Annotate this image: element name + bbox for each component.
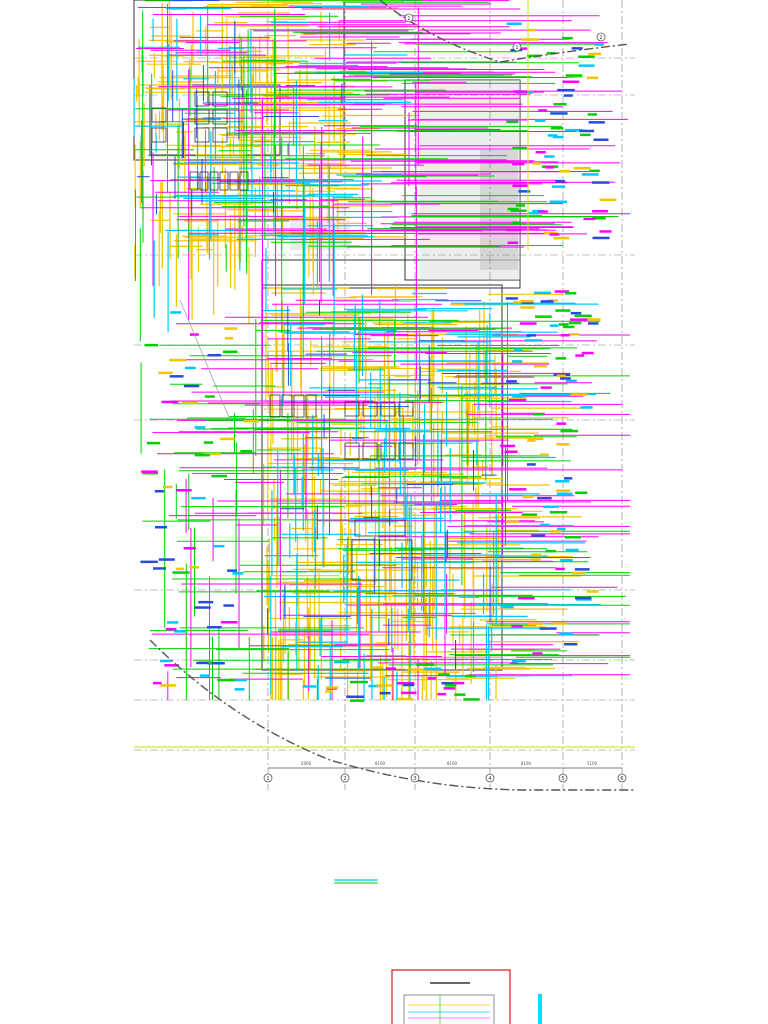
annotation-tag	[176, 489, 192, 492]
annotation-tag	[527, 334, 536, 337]
annotation-tag	[550, 112, 567, 115]
annotation-tag	[583, 218, 595, 221]
annotation-tag	[538, 210, 548, 213]
annotation-tag	[244, 420, 259, 423]
annotation-tag	[559, 633, 573, 636]
annotation-tag	[465, 675, 476, 678]
annotation-tag	[588, 113, 597, 116]
annotation-tag	[160, 660, 171, 663]
annotation-tag	[176, 568, 184, 571]
annotation-tag	[217, 679, 235, 682]
cyan-marker-bar	[538, 994, 542, 1024]
annotation-tag	[552, 622, 566, 625]
annotation-tag	[580, 406, 592, 409]
annotation-tag	[163, 486, 173, 489]
annotation-tag	[579, 130, 594, 133]
annotation-tag	[575, 354, 584, 357]
annotation-tag	[593, 237, 610, 240]
grid-bubble-label: 4	[488, 776, 492, 782]
annotation-tag	[514, 349, 522, 352]
annotation-tag	[557, 375, 566, 378]
annotation-tag	[444, 687, 456, 690]
annotation-tag	[511, 210, 527, 213]
annotation-tag	[556, 357, 567, 360]
annotation-tag	[454, 693, 465, 696]
annotation-tag	[553, 237, 569, 240]
annotation-tag	[557, 493, 573, 496]
annotation-tag	[172, 571, 189, 574]
annotation-tag	[535, 119, 545, 122]
annotation-tag	[522, 513, 537, 516]
annotation-tag	[194, 606, 211, 609]
annotation-tag	[594, 139, 609, 142]
annotation-tag	[509, 399, 527, 402]
dimension-value: 8100	[446, 761, 458, 766]
annotation-tag	[570, 393, 587, 396]
annotation-tag	[592, 210, 608, 213]
annotation-tag	[174, 630, 187, 633]
annotation-tag	[550, 233, 560, 236]
annotation-tag	[220, 438, 235, 441]
annotation-tag	[158, 372, 172, 375]
annotation-tag	[153, 567, 166, 570]
annotation-tag	[350, 699, 364, 702]
annotation-tag	[155, 526, 167, 529]
annotation-tag	[566, 380, 577, 383]
annotation-tag	[147, 442, 160, 445]
annotation-tag	[533, 162, 542, 165]
annotation-tag	[506, 521, 520, 524]
annotation-tag	[438, 673, 450, 676]
annotation-tag	[416, 664, 434, 667]
annotation-tag	[512, 660, 526, 663]
annotation-tag	[505, 451, 518, 454]
annotation-tag	[534, 292, 551, 295]
annotation-tag	[553, 136, 564, 139]
annotation-tag	[225, 327, 238, 330]
annotation-tag	[200, 674, 210, 677]
annotation-tag	[578, 56, 594, 59]
annotation-tag	[575, 315, 592, 318]
annotation-tag	[403, 684, 414, 687]
annotation-tag	[509, 488, 526, 491]
annotation-tag	[424, 668, 441, 671]
annotation-tag	[195, 426, 206, 429]
annotation-tag	[196, 662, 208, 665]
dimension-value: 5000	[300, 761, 312, 766]
annotation-tag	[572, 572, 586, 575]
annotation-tag	[543, 506, 559, 509]
annotation-tag	[599, 230, 611, 233]
annotation-tag	[589, 121, 605, 124]
annotation-tag	[512, 221, 521, 224]
grid-bubble-label: 1	[515, 45, 519, 51]
annotation-tag	[386, 667, 397, 670]
annotation-tag	[527, 463, 536, 466]
annotation-tag	[518, 597, 535, 600]
annotation-tag	[555, 480, 569, 483]
annotation-tag	[537, 497, 552, 500]
annotation-tag	[170, 375, 184, 378]
annotation-tag	[195, 454, 210, 457]
annotation-tag	[325, 690, 333, 693]
annotation-tag	[506, 121, 518, 124]
annotation-tag	[575, 492, 587, 495]
dimension-value: 8100	[520, 761, 532, 766]
annotation-tag	[600, 199, 617, 202]
annotation-tag	[587, 77, 598, 80]
annotation-tag	[565, 292, 576, 295]
annotation-tag	[208, 354, 222, 357]
annotation-tag	[397, 698, 413, 701]
annotation-tag	[140, 561, 157, 564]
annotation-tag	[184, 547, 196, 550]
annotation-tag	[437, 693, 446, 696]
annotation-tag	[525, 339, 542, 342]
annotation-tag	[575, 568, 590, 571]
annotation-tag	[550, 201, 568, 204]
annotation-tag	[588, 322, 599, 325]
annotation-tag	[528, 623, 542, 626]
dimension-value: 8100	[374, 761, 386, 766]
annotation-tag	[520, 322, 537, 325]
annotation-tag	[564, 477, 572, 480]
annotation-tag	[170, 311, 181, 314]
annotation-tag	[561, 334, 570, 337]
annotation-tag	[544, 155, 554, 158]
annotation-tag	[546, 166, 555, 169]
annotation-tag	[211, 475, 227, 478]
annotation-tag	[552, 185, 565, 188]
annotation-tag	[531, 534, 545, 537]
annotation-tag	[550, 324, 559, 327]
annotation-tag	[564, 94, 573, 97]
dimension-value: 5100	[586, 761, 598, 766]
annotation-tag	[221, 621, 238, 624]
annotation-tag	[232, 572, 243, 575]
annotation-tag	[506, 229, 521, 232]
annotation-tag	[159, 558, 175, 561]
annotation-tag	[532, 558, 541, 561]
annotation-tag	[565, 536, 581, 539]
annotation-tag	[520, 306, 534, 309]
annotation-tag	[571, 312, 582, 315]
annotation-tag	[566, 74, 582, 77]
annotation-tag	[207, 626, 222, 629]
annotation-tag	[580, 134, 591, 137]
annotation-tag	[235, 688, 245, 691]
annotation-tag	[326, 686, 338, 689]
annotation-tag	[557, 528, 566, 531]
annotation-tag	[184, 385, 199, 388]
annotation-tag	[569, 333, 580, 336]
annotation-tag	[589, 170, 600, 173]
annotation-tag	[546, 550, 556, 553]
annotation-tag	[223, 351, 237, 354]
annotation-tag	[303, 685, 317, 688]
annotation-tag	[160, 684, 176, 687]
annotation-tag	[198, 601, 213, 604]
annotation-tag	[145, 344, 159, 347]
annotation-tag	[561, 430, 579, 433]
annotation-tag	[191, 497, 205, 500]
annotation-tag	[533, 652, 543, 655]
grid-bubble-label: 2	[599, 35, 603, 41]
annotation-tag	[532, 413, 544, 416]
key-plan-thumbnail	[392, 970, 510, 1024]
annotation-tag	[563, 81, 580, 84]
annotation-tag	[445, 684, 457, 687]
grid-bubble-label: 2	[343, 776, 347, 782]
annotation-tag	[214, 545, 225, 548]
annotation-tag	[372, 666, 382, 669]
annotation-tag	[556, 422, 566, 425]
annotation-tag	[588, 53, 601, 56]
annotation-tag	[569, 322, 582, 325]
annotation-tag	[572, 47, 583, 50]
annotation-tag	[189, 566, 199, 569]
annotation-tag	[541, 300, 554, 303]
annotation-tag	[575, 597, 592, 600]
grid-bubble-label: 1	[266, 776, 270, 782]
annotation-tag	[550, 530, 561, 533]
annotation-tag	[428, 677, 437, 680]
annotation-tag	[555, 309, 570, 312]
annotation-tag	[587, 590, 598, 593]
annotation-tag	[521, 38, 539, 41]
annotation-tag	[346, 696, 364, 699]
annotation-tag	[563, 326, 574, 329]
annotation-tag	[582, 173, 599, 176]
annotation-tag	[556, 443, 569, 446]
annotation-tag	[512, 625, 523, 628]
annotation-tag	[512, 163, 524, 166]
annotation-tag	[227, 569, 237, 572]
annotation-tag	[566, 549, 579, 552]
annotation-tag	[162, 401, 179, 404]
annotation-tag	[169, 359, 186, 362]
annotation-tag	[506, 297, 518, 300]
annotation-tag	[534, 365, 547, 368]
annotation-tag	[185, 367, 196, 370]
annotation-tag	[574, 167, 591, 170]
annotation-tag	[541, 386, 552, 389]
annotation-tag	[560, 170, 570, 173]
annotation-tag	[556, 489, 570, 492]
annotation-tag	[223, 604, 234, 607]
annotation-tag	[512, 395, 525, 398]
annotation-tag	[442, 682, 454, 685]
annotation-tag	[560, 559, 573, 562]
annotation-tag	[512, 147, 527, 150]
annotation-tag	[531, 554, 542, 557]
annotation-tag	[592, 181, 610, 184]
annotation-tag	[377, 684, 393, 687]
annotation-tag	[240, 450, 252, 453]
annotation-tag	[166, 628, 177, 631]
annotation-tag	[535, 315, 552, 318]
annotation-tag	[463, 698, 479, 701]
annotation-tag	[536, 151, 546, 154]
annotation-tag	[562, 37, 573, 40]
annotation-tag	[516, 204, 525, 207]
annotation-tag	[350, 681, 368, 684]
annotation-tag	[205, 395, 215, 398]
annotation-tag	[555, 568, 565, 571]
annotation-tag	[550, 511, 567, 514]
annotation-tag	[204, 441, 213, 444]
annotation-tag	[153, 682, 162, 685]
annotation-tag	[500, 445, 515, 448]
annotation-tag	[141, 470, 158, 473]
annotation-tag	[529, 212, 539, 215]
annotation-tag	[528, 438, 544, 441]
annotation-tag	[508, 242, 518, 245]
annotation-tag	[501, 606, 514, 609]
annotation-tag	[540, 627, 557, 630]
annotation-tag	[507, 23, 522, 26]
annotation-tag	[555, 180, 565, 183]
annotation-tag	[551, 127, 563, 130]
annotation-tag	[225, 337, 233, 340]
grid-bubble-label: 6	[620, 776, 624, 782]
grid-bubble-label: 5	[561, 776, 565, 782]
annotation-tag	[564, 643, 577, 646]
annotation-tag	[594, 43, 604, 46]
annotation-tag	[560, 377, 571, 380]
annotation-tag	[512, 360, 522, 363]
annotation-tag	[155, 490, 164, 493]
annotation-tag	[570, 318, 587, 321]
annotation-tag	[520, 300, 533, 303]
annotation-tag	[182, 401, 198, 404]
annotation-tag	[540, 453, 548, 456]
annotation-tag	[540, 524, 550, 527]
annotation-tag	[512, 185, 527, 188]
annotation-tag	[506, 380, 517, 383]
annotation-tag	[538, 109, 547, 112]
annotation-tag	[579, 64, 595, 67]
annotation-tag	[557, 89, 575, 92]
annotation-tag	[559, 323, 569, 326]
annotation-tag	[554, 103, 567, 106]
annotation-tag	[514, 90, 528, 93]
grid-bubble-label: 1	[407, 16, 411, 22]
annotation-tag	[334, 661, 350, 664]
grid-bubble-label: 3	[413, 776, 417, 782]
annotation-tag	[380, 692, 391, 695]
annotation-tag	[167, 621, 178, 624]
annotation-tag	[401, 692, 417, 695]
annotation-tag	[410, 668, 427, 671]
annotation-tag	[523, 496, 534, 499]
annotation-tag	[582, 352, 594, 355]
